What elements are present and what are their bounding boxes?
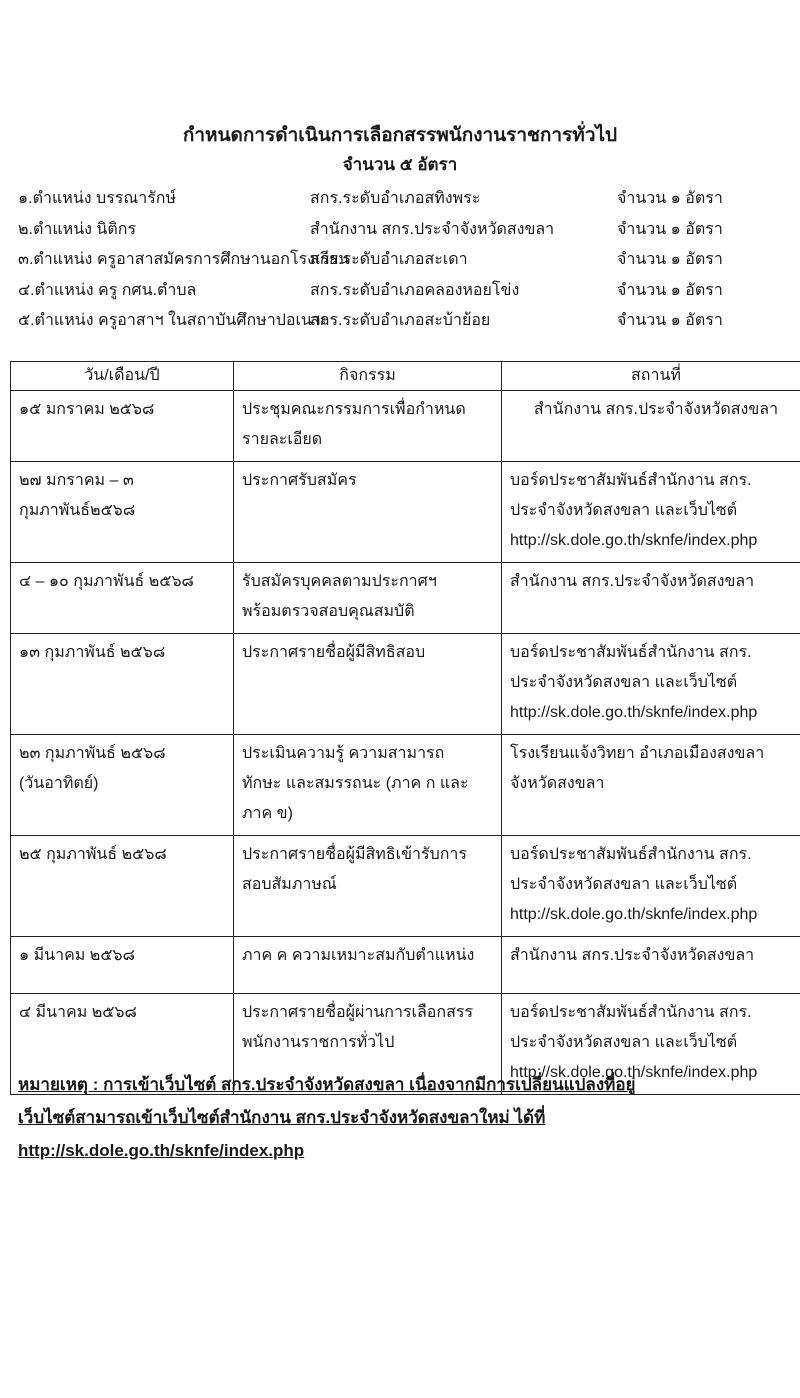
place-line: โรงเรียนแจ้งวิทยา อำเภอเมืองสงขลา: [510, 745, 765, 762]
position-count: จำนวน ๑ อัตรา: [617, 190, 723, 207]
cell-place: [502, 462, 800, 563]
activity-line: ประชุมคณะกรรมการเพื่อกำหนด: [242, 401, 466, 418]
table-row: [11, 563, 800, 634]
cell-date: [11, 735, 234, 836]
place-line: สำนักงาน สกร.ประจำจังหวัดสงขลา: [510, 573, 755, 590]
cell-place: [502, 937, 800, 994]
place-line: บอร์ดประชาสัมพันธ์สำนักงาน สกร.: [510, 846, 752, 863]
table-row: [11, 937, 800, 994]
activity-line: ภาค ค ความเหมาะสมกับตำแหน่ง: [242, 947, 475, 964]
cell-activity: [234, 836, 502, 937]
cell-date: [11, 462, 234, 563]
position-item: [18, 278, 798, 308]
position-unit: สกร.ระดับอำเภอคลองหอยโข่ง: [310, 281, 520, 299]
table-row: [11, 634, 800, 735]
position-count: จำนวน ๑ อัตรา: [617, 312, 723, 329]
position-item: [18, 247, 798, 277]
activity-line: พนักงานราชการทั่วไป: [242, 1034, 395, 1051]
position-unit: สกร.ระดับอำเภอสะบ้าย้อย: [310, 312, 491, 329]
activity-line: รายละเอียด: [242, 431, 323, 448]
position-unit: สกร.ระดับอำเภอสะเดา: [310, 251, 468, 268]
place-line: http://sk.dole.go.th/sknfe/index.php: [510, 532, 758, 549]
cell-place: [502, 634, 800, 735]
date-line: ๔ – ๑๐ กุมภาพันธ์ ๒๕๖๘: [19, 573, 194, 590]
cell-activity: [234, 462, 502, 563]
position-count: จำนวน ๑ อัตรา: [617, 251, 723, 268]
date-line: ๑๕ มกราคม ๒๕๖๘: [19, 401, 155, 418]
note-link[interactable]: http://sk.dole.go.th/sknfe/index.php: [18, 1141, 305, 1160]
header-activity: กิจกรรม: [234, 362, 502, 391]
cell-activity: [234, 937, 502, 994]
position-item: [18, 217, 798, 247]
place-line: สำนักงาน สกร.ประจำจังหวัดสงขลา: [533, 401, 779, 418]
table-row: [11, 735, 800, 836]
table-header-row: [11, 362, 800, 391]
date-line: ๒๓ กุมภาพันธ์ ๒๕๖๘: [19, 745, 166, 762]
cell-activity: [234, 735, 502, 836]
position-unit: สำนักงาน สกร.ประจำจังหวัดสงขลา: [310, 220, 555, 238]
cell-date: [11, 391, 234, 462]
date-line: ๒๗ มกราคม – ๓: [19, 472, 134, 489]
cell-activity: [234, 563, 502, 634]
activity-line: ภาค ข): [242, 805, 293, 822]
header-place: สถานที่: [502, 362, 800, 391]
document-subtitle: จำนวน ๕ อัตรา: [342, 155, 458, 174]
cell-date: [11, 937, 234, 994]
position-item: [18, 308, 798, 338]
table-row: [11, 391, 800, 462]
cell-place: [502, 735, 800, 836]
position-item: [18, 186, 798, 216]
footnote: [18, 1068, 800, 1167]
activity-line: ประเมินความรู้ ความสามารถ: [242, 745, 445, 762]
activity-line: ประกาศรับสมัคร: [242, 472, 357, 489]
cell-date: [11, 836, 234, 937]
note-line: หมายเหตุ : การเข้าเว็บไซต์ สกร.ประจำจังหวัดสงขลา เนื่องจากมีการเปลี่ยนแปลงที่อยู่: [18, 1075, 636, 1094]
date-line: ๒๕ กุมภาพันธ์ ๒๕๖๘: [19, 846, 167, 863]
position-unit: สกร.ระดับอำเภอสทิงพระ: [310, 190, 481, 207]
place-line: http://sk.dole.go.th/sknfe/index.php: [510, 1064, 758, 1081]
place-line: ประจำจังหวัดสงขลา และเว็บไซต์: [510, 876, 738, 893]
cell-place: [502, 836, 800, 937]
position-name: ๑.ตำแหน่ง บรรณารักษ์: [18, 190, 177, 207]
activity-line: ประกาศรายชื่อผู้มีสิทธิเข้ารับการ: [242, 846, 467, 863]
activity-line: ประกาศรายชื่อผู้ผ่านการเลือกสรร: [242, 1004, 474, 1021]
position-name: ๕.ตำแหน่ง ครูอาสาฯ ในสถาบันศึกษาปอเนาะ: [18, 312, 330, 329]
schedule-table: [10, 361, 800, 1095]
position-name: ๓.ตำแหน่ง ครูอาสาสมัครการศึกษานอกโรงเรียน: [18, 251, 350, 268]
place-line: ประจำจังหวัดสงขลา และเว็บไซต์: [510, 1034, 738, 1051]
cell-activity: [234, 634, 502, 735]
activity-line: รับสมัครบุคคลตามประกาศฯ: [242, 573, 437, 590]
place-line: ประจำจังหวัดสงขลา และเว็บไซต์: [510, 674, 738, 691]
place-line: บอร์ดประชาสัมพันธ์สำนักงาน สกร.: [510, 1004, 752, 1021]
table-row: [11, 462, 800, 563]
position-name: ๒.ตำแหน่ง นิติกร: [18, 220, 137, 238]
place-line: http://sk.dole.go.th/sknfe/index.php: [510, 704, 758, 721]
place-line: http://sk.dole.go.th/sknfe/index.php: [510, 906, 758, 923]
activity-line: ทักษะ และสมรรถนะ (ภาค ก และ: [242, 775, 469, 792]
activity-line: ประกาศรายชื่อผู้มีสิทธิสอบ: [242, 644, 426, 661]
position-name: ๔.ตำแหน่ง ครู กศน.ตำบล: [18, 281, 197, 299]
place-line: ประจำจังหวัดสงขลา และเว็บไซต์: [510, 502, 738, 519]
place-line: จังหวัดสงขลา: [510, 775, 605, 792]
date-line: (วันอาทิตย์): [19, 775, 99, 792]
document-title: กำหนดการดำเนินการเลือกสรรพนักงานราชการทั่วไป: [182, 125, 618, 146]
date-line: กุมภาพันธ์๒๕๖๘: [19, 502, 136, 519]
cell-date: [11, 634, 234, 735]
position-count: จำนวน ๑ อัตรา: [617, 220, 723, 238]
cell-date: [11, 563, 234, 634]
position-count: จำนวน ๑ อัตรา: [617, 281, 723, 299]
table-row: [11, 836, 800, 937]
date-line: ๑๓ กุมภาพันธ์ ๒๕๖๘: [19, 644, 166, 661]
place-line: บอร์ดประชาสัมพันธ์สำนักงาน สกร.: [510, 472, 752, 489]
date-line: ๔ มีนาคม ๒๕๖๘: [19, 1004, 137, 1021]
cell-activity: [234, 391, 502, 462]
place-line: บอร์ดประชาสัมพันธ์สำนักงาน สกร.: [510, 644, 752, 661]
cell-place: [502, 563, 800, 634]
note-line: เว็บไซต์สามารถเข้าเว็บไซต์สำนักงาน สกร.ประจำจังหวัดสงขลาใหม่ ได้ที่: [18, 1108, 546, 1127]
activity-line: พร้อมตรวจสอบคุณสมบัติ: [242, 603, 415, 620]
activity-line: สอบสัมภาษณ์: [242, 876, 337, 893]
header-date: วัน/เดือน/ปี: [11, 362, 234, 391]
place-line: สำนักงาน สกร.ประจำจังหวัดสงขลา: [510, 947, 755, 964]
cell-place: [502, 391, 800, 462]
date-line: ๑ มีนาคม ๒๕๖๘: [19, 947, 135, 964]
